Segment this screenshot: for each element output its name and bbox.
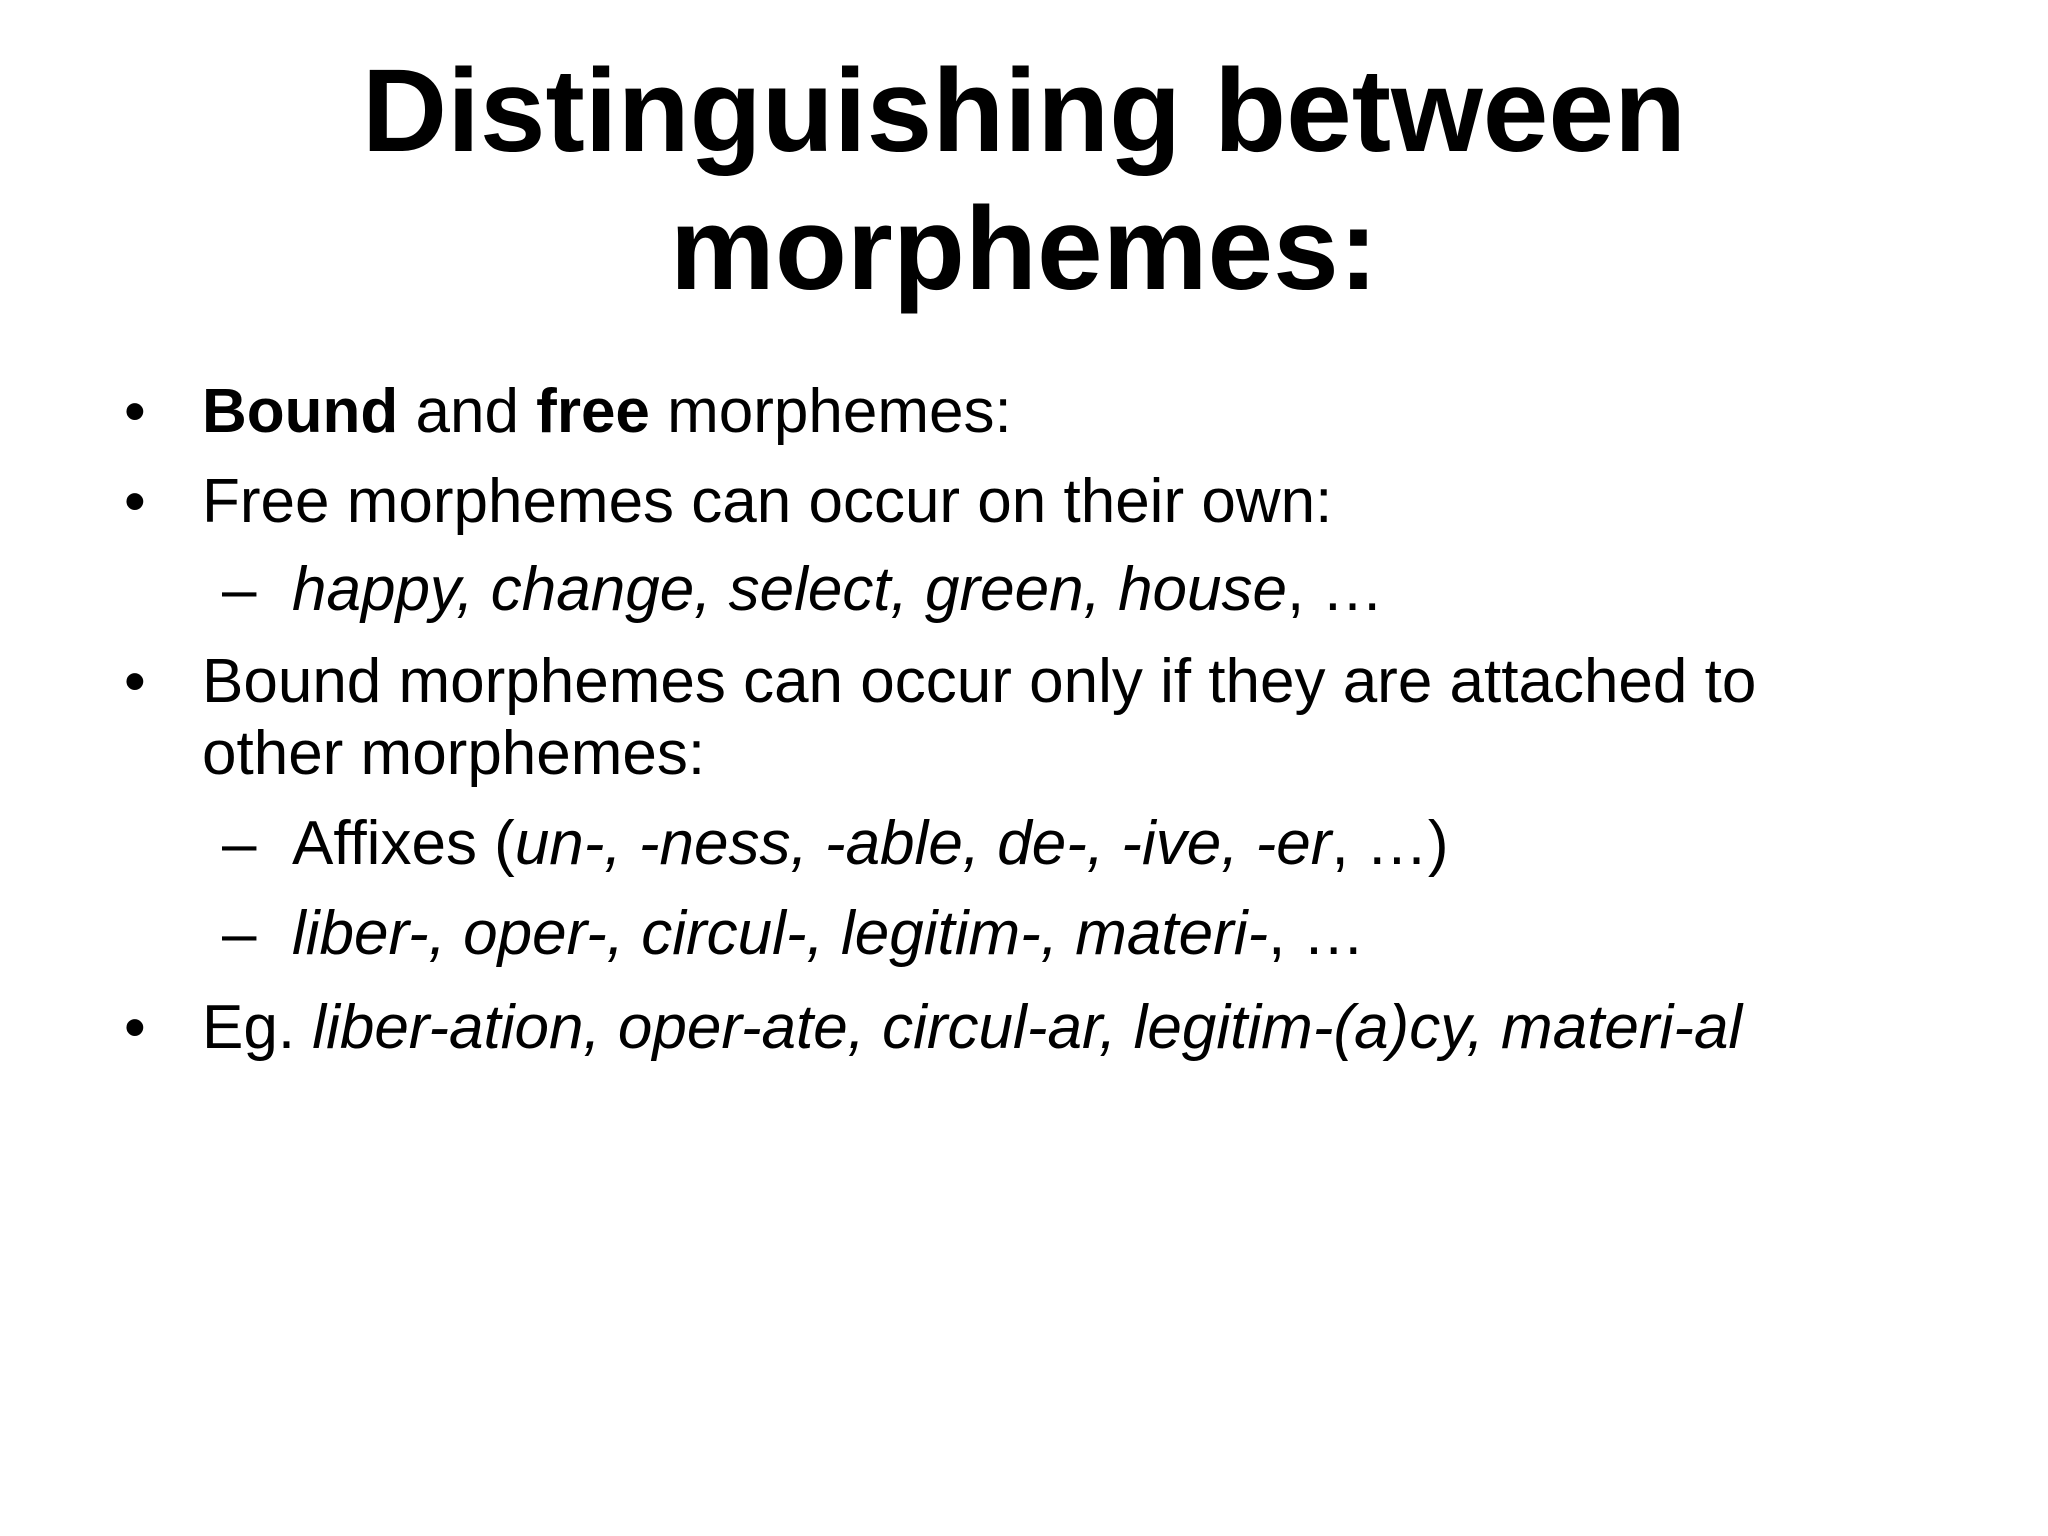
bullet-1-text (202, 376, 1012, 448)
bullet-4-text (202, 992, 1742, 1064)
affixes-label: Affixes ( (292, 809, 515, 878)
bound-root-examples: liber-, oper-, circul-, legitim-, materi- (292, 899, 1269, 968)
eg-label: Eg. (202, 993, 313, 1062)
bound-term: Bound (202, 377, 399, 446)
sub-bullet-3-2-text (292, 898, 1365, 970)
sub-bullet-3-1-text (292, 808, 1449, 880)
sub-bullet-marker-3-2: – (222, 899, 257, 968)
sub-bullet-2-1-ellipsis: , … (1287, 555, 1384, 624)
sub-bullet-2-1-text (292, 554, 1383, 626)
sub-bullet-marker-2-1: – (222, 555, 257, 624)
bullet-1-connector: and (398, 377, 537, 446)
bullet-3-line-1: Bound morphemes can occur only if they are attached to (202, 647, 1757, 716)
free-term: free (536, 377, 650, 446)
free-morpheme-examples: happy, change, select, green, house (292, 555, 1287, 624)
bullet-marker-1: • (124, 377, 146, 446)
derived-word-examples: liber-ation, oper-ate, circul-ar, legitim-(a)cy, materi-al (312, 993, 1743, 1062)
slide-title (0, 42, 2048, 318)
bullet-marker-3: • (124, 647, 146, 716)
sub-bullet-marker-3-1: – (222, 809, 257, 878)
bullet-marker-2: • (124, 467, 146, 536)
slide-title-line-2: morphemes: (669, 183, 1379, 315)
bullet-2-text: Free morphemes can occur on their own: (202, 467, 1333, 536)
bullet-1-tail: morphemes: (649, 377, 1012, 446)
slide-title-line-1: Distinguishing between (361, 45, 1687, 177)
bullet-marker-4: • (124, 993, 146, 1062)
sub-bullet-3-2-ellipsis: , … (1268, 899, 1365, 968)
affixes-tail: , …) (1331, 809, 1449, 878)
bullet-3-line-2: other morphemes: (202, 719, 706, 788)
affix-examples: un-, -ness, -able, de-, -ive, -er (514, 809, 1332, 878)
